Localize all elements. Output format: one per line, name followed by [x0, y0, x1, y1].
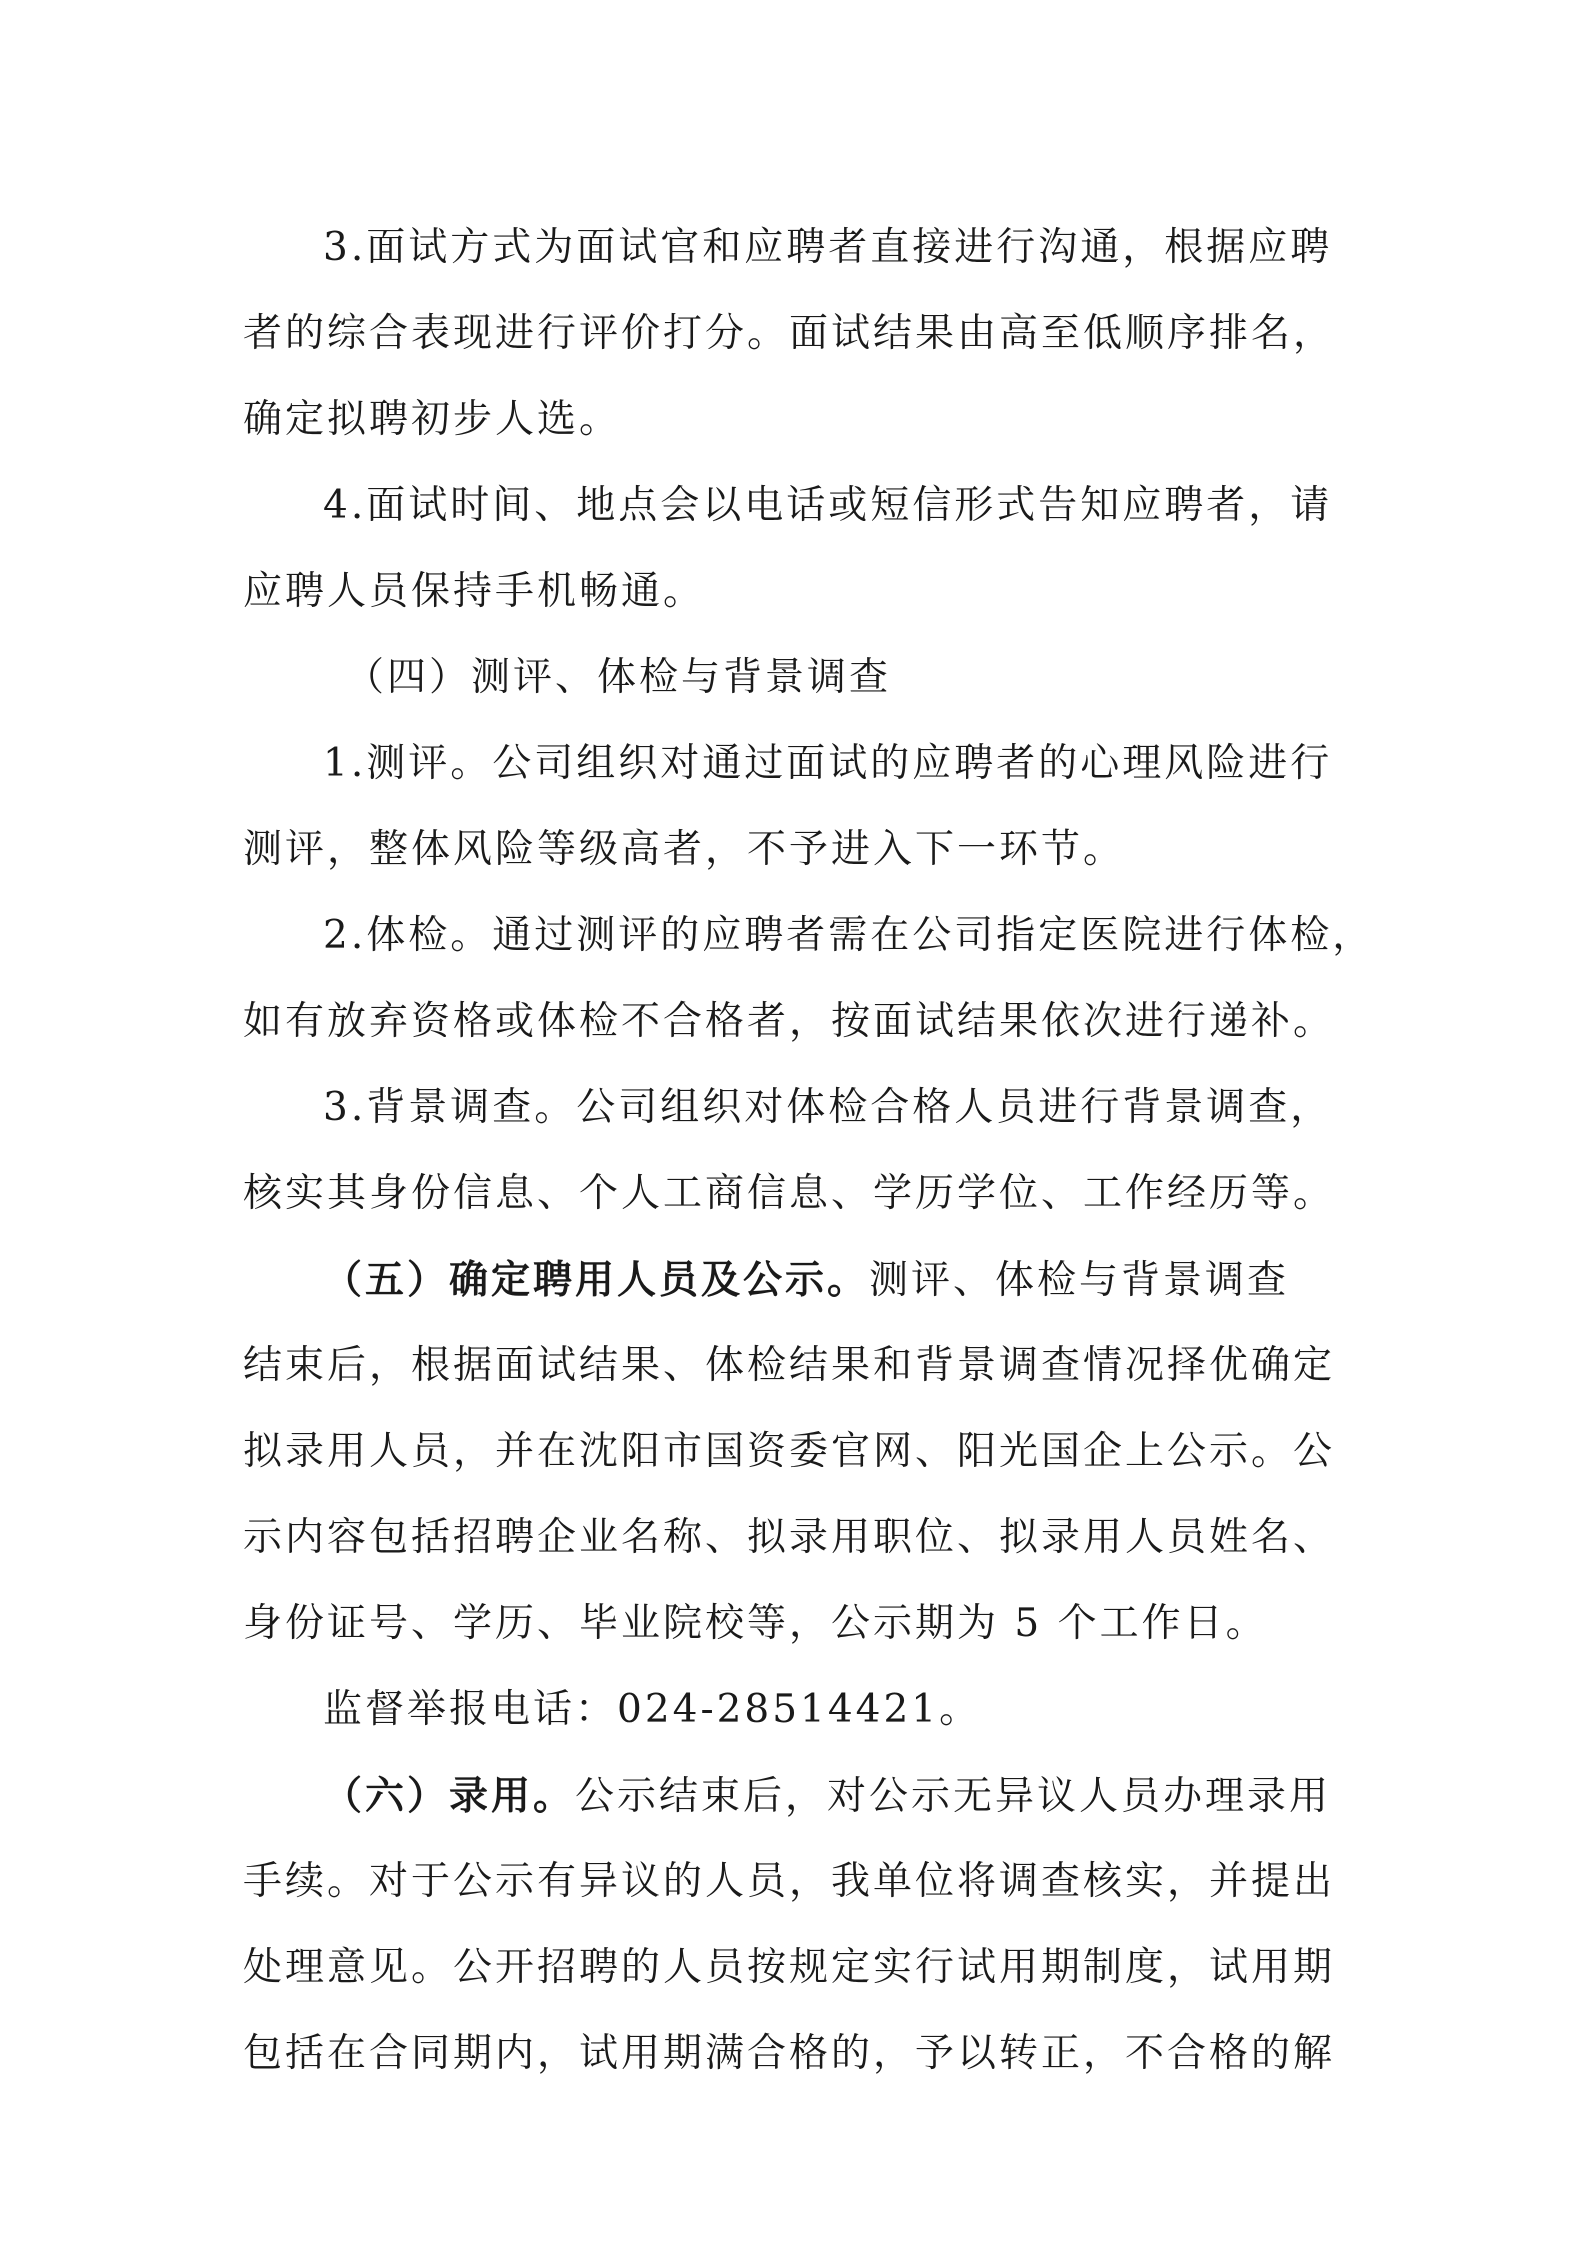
paragraph-text: 公示结束后，对公示无异议人员办理录用: [575, 1774, 1332, 1819]
paragraph-line: 应聘人员保持手机畅通。: [243, 569, 706, 614]
paragraph-line: 3.面试方式为面试官和应聘者直接进行沟通，根据应聘: [323, 225, 1333, 270]
paragraph-line: 者的综合表现进行评价打分。面试结果由高至低顺序排名，: [243, 311, 1336, 356]
paragraph-line: 测评，整体风险等级高者，不予进入下一环节。: [243, 827, 1126, 872]
paragraph-line: [243, 1237, 1348, 1323]
paragraph-line: 确定拟聘初步人选。: [243, 397, 622, 442]
paragraph-line: 如有放弃资格或体检不合格者，按面试结果依次进行递补。: [243, 999, 1336, 1044]
paragraph-line: [243, 1753, 1348, 1839]
paragraph-line: 处理意见。公开招聘的人员按规定实行试用期制度，试用期: [243, 1945, 1336, 1990]
paragraph-line: 2.体检。通过测评的应聘者需在公司指定医院进行体检，: [323, 913, 1375, 958]
paragraph-line: 核实其身份信息、个人工商信息、学历学位、工作经历等。: [243, 1171, 1336, 1216]
paragraph-line: 4.面试时间、地点会以电话或短信形式告知应聘者，请: [323, 483, 1333, 528]
paragraph-line: 包括在合同期内，试用期满合格的，予以转正，不合格的解: [243, 2031, 1336, 2076]
section-heading-inline: （五）确定聘用人员及公示。: [323, 1257, 870, 1303]
section-heading: （四）测评、体检与背景调查: [345, 655, 892, 700]
section-heading-inline: （六）录用。: [323, 1773, 576, 1819]
paragraph-line: 身份证号、学历、毕业院校等，公示期为 5 个工作日。: [243, 1601, 1268, 1646]
paragraph-line: 3.背景调查。公司组织对体检合格人员进行背景调查，: [323, 1085, 1333, 1130]
paragraph-text: 测评、体检与背景调查: [869, 1258, 1290, 1303]
paragraph-line: 结束后，根据面试结果、体检结果和背景调查情况择优确定: [243, 1343, 1336, 1388]
paragraph-line: 示内容包括招聘企业名称、拟录用职位、拟录用人员姓名、: [243, 1515, 1336, 1560]
report-phone-line: 监督举报电话：024-28514421。: [323, 1687, 982, 1732]
paragraph-line: 拟录用人员，并在沈阳市国资委官网、阳光国企上公示。公: [243, 1429, 1336, 1474]
document-body: [243, 205, 1375, 2097]
paragraph-line: 1.测评。公司组织对通过面试的应聘者的心理风险进行: [323, 741, 1333, 786]
paragraph-line: 手续。对于公示有异议的人员，我单位将调查核实，并提出: [243, 1859, 1336, 1904]
